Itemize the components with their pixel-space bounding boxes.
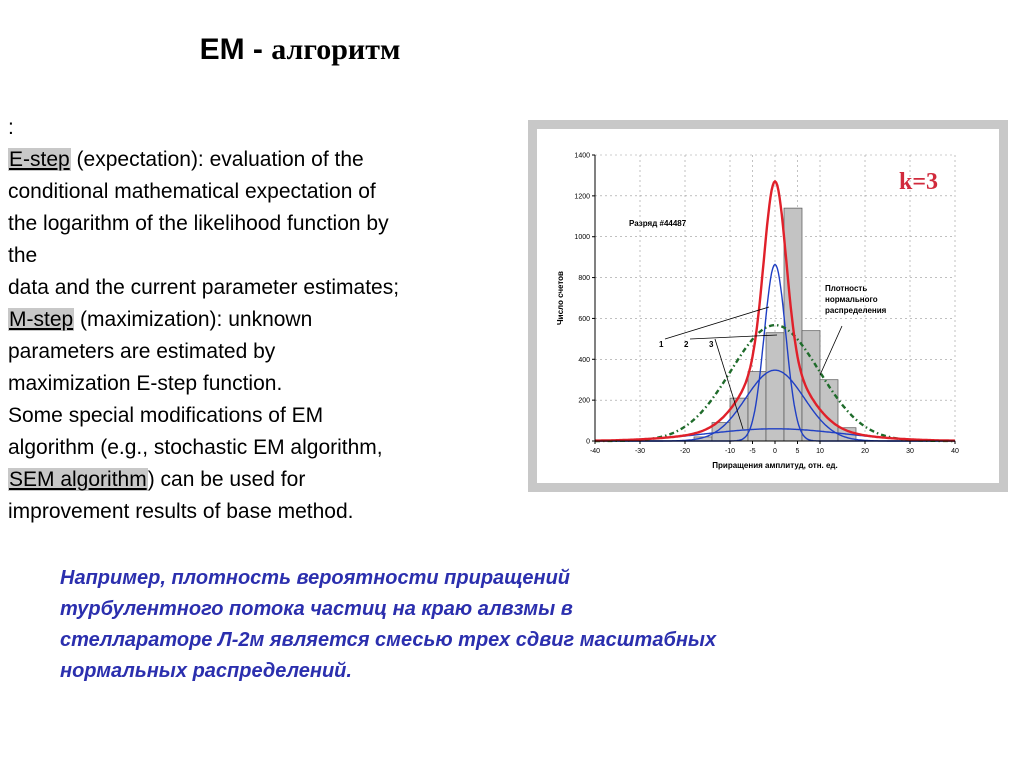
y-tick-label: 800: [578, 275, 590, 283]
annotation-pointer: [665, 307, 769, 339]
figure-canvas: [537, 129, 999, 483]
title-part-em: EM -: [199, 33, 272, 66]
x-tick-label: -40: [589, 448, 601, 455]
mods-line-3: [8, 464, 528, 496]
density-label-line: распределения: [825, 306, 887, 315]
mods-line-1: Some special modifications of EM: [8, 404, 324, 427]
mstep-line-1: [8, 304, 528, 336]
x-axis-label: Приращения амплитуд, отн. ед.: [712, 461, 838, 470]
x-tick-label: 10: [816, 448, 824, 455]
y-tick-label: 1200: [574, 193, 590, 201]
estep-line-5: data and the current parameter estimates;: [8, 276, 400, 299]
title-part-algorithm: алгоритм: [271, 33, 401, 66]
annotation-pointer: [715, 339, 743, 429]
y-tick-label: 1400: [574, 152, 590, 160]
mods-line-4: improvement results of base method.: [8, 500, 354, 523]
estep-line-1: [8, 144, 528, 176]
x-tick-label: 20: [861, 448, 869, 455]
estep-line-2: conditional mathematical expectation of: [8, 180, 376, 203]
component-label: 2: [684, 340, 689, 349]
x-tick-label: 40: [951, 448, 959, 455]
mods-line-2: algorithm (e.g., stochastic EM algorithm,: [8, 436, 383, 459]
y-tick-label: 600: [578, 315, 590, 323]
density-label-line: Плотность: [825, 284, 868, 293]
colon-line: :: [8, 116, 14, 139]
histogram-bar: [766, 333, 784, 441]
mstep-line-3: maximization E-step function.: [8, 372, 283, 395]
caption-line-4: нормальных распределений.: [60, 660, 352, 682]
caption-line-2: турбулентного потока частиц на краю алвзмы в: [60, 598, 573, 620]
estep-line-3: the logarithm of the likelihood function by: [8, 212, 389, 235]
y-tick-label: 1000: [574, 234, 590, 242]
y-tick-label: 0: [586, 438, 590, 446]
estep-link[interactable]: E-step: [9, 148, 70, 171]
em-description: [8, 112, 528, 528]
k-label: k=3: [899, 169, 939, 195]
x-tick-label: -30: [634, 448, 646, 455]
x-tick-label: -20: [679, 448, 691, 455]
mstep-line-2: parameters are estimated by: [8, 340, 276, 363]
x-tick-label: -5: [749, 448, 756, 455]
shot-label: Разряд #44487: [629, 219, 687, 228]
sem-link[interactable]: SEM algorithm: [9, 468, 147, 491]
histogram-figure: [528, 120, 1008, 492]
mods-text-3: ) can be used for: [147, 468, 306, 491]
y-axis-label: Число счетов: [556, 271, 565, 325]
x-tick-label: -10: [724, 448, 736, 455]
caption: [60, 563, 980, 687]
caption-line-3: стеллараторе Л-2м является смесью трех сдвиг масштабных: [60, 629, 717, 651]
annotation-pointer: [820, 326, 842, 375]
y-tick-label: 200: [578, 397, 590, 405]
y-tick-label: 400: [578, 356, 590, 364]
mstep-link[interactable]: M-step: [9, 308, 74, 331]
component-label: 3: [709, 340, 714, 349]
density-label-line: нормального: [825, 295, 878, 304]
x-tick-label: 0: [773, 448, 777, 455]
x-tick-label: 30: [906, 448, 914, 455]
estep-text-1: (expectation): evaluation of the: [70, 148, 364, 171]
mstep-text-1: (maximization): unknown: [74, 308, 313, 331]
x-tick-label: 5: [795, 448, 800, 455]
caption-line-1: Например, плотность вероятности приращений: [60, 567, 570, 589]
estep-line-4: the: [8, 244, 38, 267]
component-label: 1: [659, 340, 664, 349]
page-title: [0, 30, 600, 70]
